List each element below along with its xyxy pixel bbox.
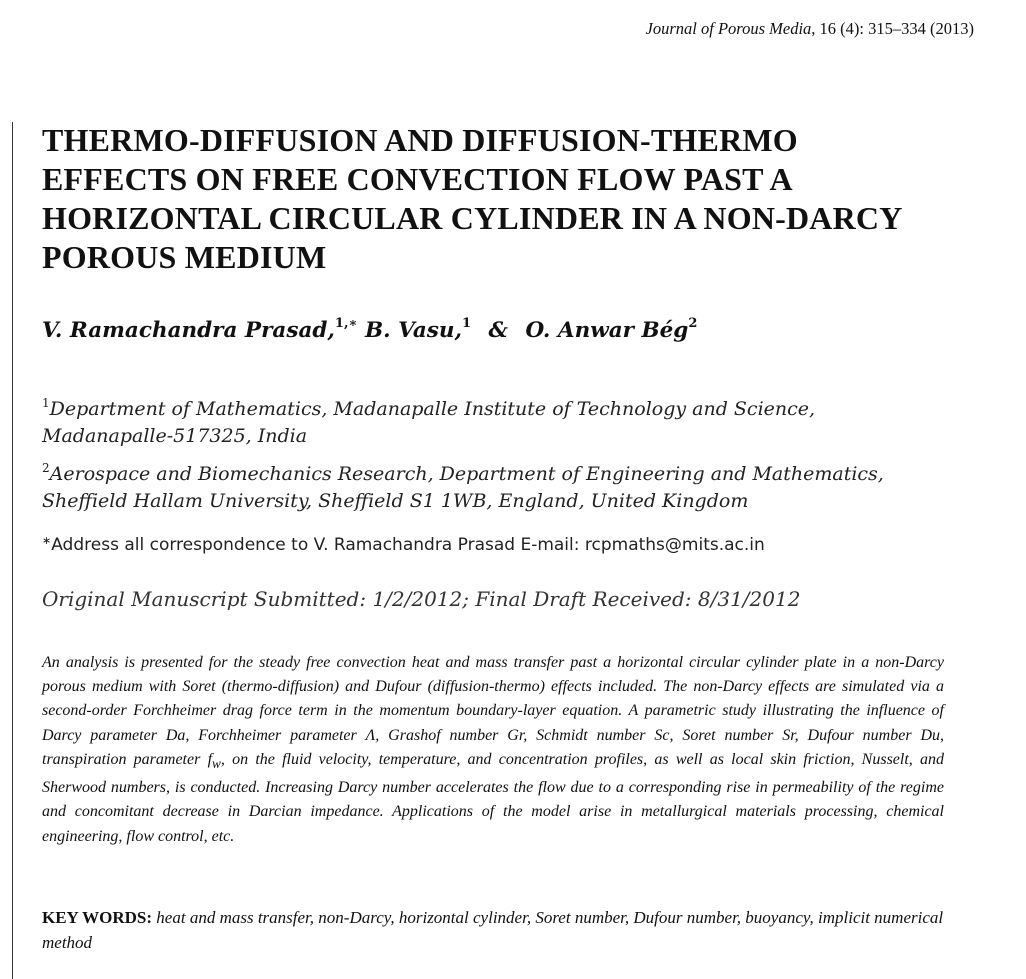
manuscript-dates: Original Manuscript Submitted: 1/2/2012; Final Draft Received: 8/31/2012 bbox=[42, 587, 801, 611]
keywords-label: KEY WORDS: bbox=[42, 908, 153, 927]
author-name: B. Vasu, bbox=[364, 318, 462, 343]
author-name: V. Ramachandra Prasad, bbox=[42, 318, 335, 343]
author-affiliation-mark: 1 bbox=[461, 316, 472, 331]
author-separator: & bbox=[488, 318, 508, 343]
journal-citation: , 16 (4): 315–334 (2013) bbox=[811, 19, 974, 38]
transpiration-symbol: $f_w$ bbox=[207, 750, 221, 771]
correspondence-note bbox=[42, 534, 765, 555]
author-affiliation-mark: 2 bbox=[688, 316, 698, 331]
affiliation-text: Aerospace and Biomechanics Research, Department of Engineering and Mathematics, Sheffield Hallam University, Sheffield S1 1WB, England, United Kingdom bbox=[42, 463, 884, 512]
author-list bbox=[42, 316, 697, 343]
correspondence-text: Address all correspondence to V. Ramachandra Prasad E-mail: rcpmaths@mits.ac.in bbox=[51, 535, 765, 555]
journal-name: Journal of Porous Media bbox=[645, 19, 812, 38]
correspondence-mark: ∗ bbox=[42, 534, 52, 547]
paper-title: THERMO-DIFFUSION AND DIFFUSION-THERMO EFFECTS ON FREE CONVECTION FLOW PAST A HORIZONTAL CIRCULAR CYLINDER IN A NON-DARCY POROUS MEDIUM bbox=[42, 122, 902, 275]
affiliation bbox=[42, 390, 947, 450]
affiliation-mark: 2 bbox=[42, 461, 50, 475]
journal-header bbox=[646, 19, 974, 39]
abstract bbox=[42, 651, 944, 849]
affiliation bbox=[42, 455, 947, 515]
author-name: O. Anwar Bég bbox=[525, 318, 689, 343]
author-affiliation-mark: 1,∗ bbox=[334, 316, 358, 331]
affiliation-mark: 1 bbox=[42, 396, 50, 410]
affiliation-text: Department of Mathematics, Madanapalle Institute of Technology and Science, Madanapalle-517325, India bbox=[42, 398, 816, 447]
abstract-text: An analysis is presented for the steady free convection heat and mass transfer past a horizontal circular cylinder plate in a non-Darcy porous medium with Soret (thermo-diffusion) and Dufour (diffusion-thermo) effects included. The non-Darcy effects are simulated via a second-order Forchheimer drag force term in the momentum boundary-layer equation. A parametric study illustrating the influence of Darcy parameter Da, Forchheimer parameter Λ, Grashof number Gr, Schmidt number Sc, Soret number Sr, Dufour number Du, transpiration parameter bbox=[42, 654, 944, 768]
abstract-text: , on the fluid velocity, temperature, and concentration profiles, as well as local skin friction, Nusselt, and Sherwood numbers, is conducted. Increasing Darcy number accelerates the flow due to a corresponding rise in permeability of the regime and concomitant decrease in Darcian impedance. Applications of the model arise in metallurgical materials processing, chemical engineering, flow control, etc. bbox=[42, 750, 945, 845]
keywords bbox=[42, 905, 944, 955]
keywords-text: heat and mass transfer, non-Darcy, horizontal cylinder, Soret number, Dufour number, buoyancy, implicit numerical method bbox=[42, 908, 944, 952]
left-margin-rule bbox=[12, 122, 13, 979]
